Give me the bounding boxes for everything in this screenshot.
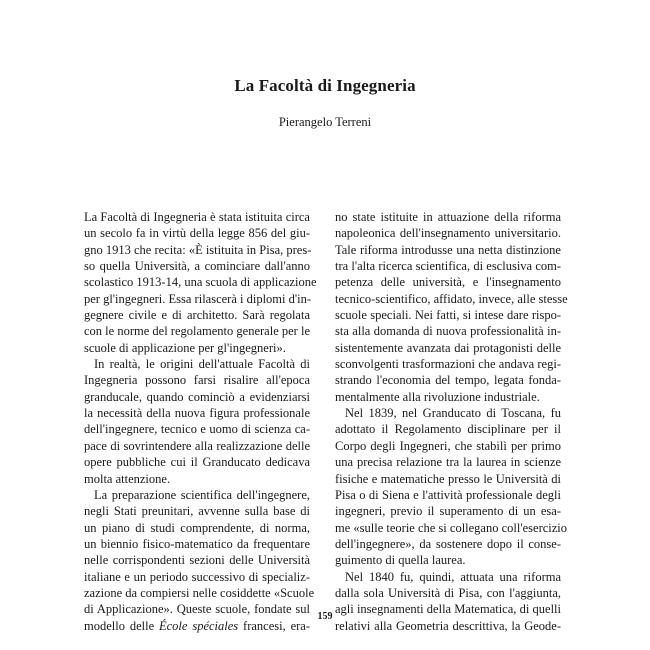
text-line: guimento di quella laurea.: [335, 553, 466, 568]
text-line: tecnico-scientifico, affidato, invece, alle stesse: [335, 291, 568, 306]
text-line: me «sulle teorie che si collegano coll'esercizio: [335, 520, 568, 535]
text-line: zazione da compiersi nelle cosiddette «Scuole: [84, 585, 315, 600]
text-line: gno 1913 che recita: «È istituita in Pisa, pres-: [84, 242, 312, 257]
text-line: Ingegneria possono farsi risalire all'epoca: [84, 373, 310, 388]
text-line: La preparazione scientifica dell'ingegnere,: [94, 487, 310, 502]
text-line: mentalmente alla rivoluzione industriale.: [335, 389, 540, 404]
text-line: relativi alla Geometria descrittiva, la Geode-: [335, 618, 561, 633]
text-line: sta alla domanda di nuova professionalità in-: [335, 324, 561, 339]
text-line: fisiche e matematiche presso le Università di: [335, 471, 561, 486]
text-line: dell'ingegnere», da sostenere dopo il conse-: [335, 536, 561, 551]
text-line: scuole di applicazione per gl'ingegneri».: [84, 340, 286, 355]
text-line: opere pubbliche cui il Granducato dedicava: [84, 455, 310, 470]
text-line: so quella Università, a cominciare dall'anno: [84, 259, 310, 274]
text-line: agli insegnamenti della Matematica, di quelli: [335, 602, 561, 617]
text-line: dell'ingegnere, tecnico e uomo di scienza ca-: [84, 422, 310, 437]
text-line: una precisa relazione tra la laurea in scienze: [335, 455, 561, 470]
text-line: per gl'ingegneri. Essa rilascerà i diplomi d'in-: [84, 291, 312, 306]
text-line: di Applicazione». Queste scuole, fondate sul: [84, 602, 310, 617]
text-line: strando l'economia del tempo, legata fonda-: [335, 373, 561, 388]
page-number: 159: [317, 611, 333, 622]
text-line: ingegneri, previo il superamento di un esa-: [335, 504, 561, 519]
text-line: sistentemente avanzata dai protagonisti delle: [335, 340, 561, 355]
text-line: dalla sola Università di Pisa, con l'aggiunta,: [335, 585, 561, 600]
text-line: scuole speciali. Nei fatti, si intese dare rispo-: [335, 308, 561, 323]
text-line: negli Stati preunitari, avvenne sulla base di: [84, 504, 310, 519]
text-line: napoleonica dell'insegnamento universitario.: [335, 226, 561, 241]
text-line: Tale riforma introdusse una netta distinzione: [335, 242, 561, 257]
text-line: Corpo degli Ingegneri, che stabilì per primo: [335, 438, 561, 453]
text-line: un piano di studi comprendente, di norma,: [84, 520, 310, 535]
text-line: In realtà, le origini dell'attuale Facoltà di: [94, 357, 310, 372]
text-line: con le norme del regolamento generale per le: [84, 324, 310, 339]
text-line: adottato il Regolamento disciplinare per il: [335, 422, 561, 437]
text-line: no state istituite in attuazione della riforma: [335, 210, 561, 224]
text-line: granducale, quando cominciò a evidenziarsi: [84, 389, 310, 404]
text-line: sconvolgenti trasformazioni che andava regi-: [335, 357, 561, 372]
article-title: La Facoltà di Ingegneria: [234, 76, 416, 95]
text-line: La Facoltà di Ingegneria è stata istituita circa: [84, 210, 310, 224]
text-line: nelle corrispondenti sezioni delle Università: [84, 553, 310, 568]
text-line: scolastico 1913-14, una scuola di applicazione: [84, 275, 317, 290]
text-line: petenza delle università, e l'insegnamento: [335, 275, 561, 290]
text-line: Nel 1840 fu, quindi, attuata una riforma: [345, 569, 561, 584]
text-line: molta attenzione.: [84, 471, 171, 486]
text-line: tra l'alta ricerca scientifica, di esclusiva com-: [335, 259, 561, 274]
text-line: modello delle École spéciales francesi, era-: [84, 618, 310, 633]
left-text-column: [84, 209, 317, 634]
text-line: un biennio fisico-matematico da frequentare: [84, 536, 310, 551]
text-line: la necessità della nuova figura professionale: [84, 406, 310, 421]
right-text-column: [335, 209, 568, 634]
text-line: Pisa o di Siena e l'attività professionale degli: [335, 487, 561, 502]
article-author: Pierangelo Terreni: [278, 115, 372, 129]
text-line: italiane e un periodo successivo di specializ-: [84, 569, 310, 584]
text-line: Nel 1839, nel Granducato di Toscana, fu: [345, 406, 561, 421]
text-line: un secolo fa in virtù della legge 856 del giu-: [84, 226, 310, 241]
text-line: gegnere civile e di architetto. Sarà regolata: [84, 308, 310, 323]
text-line: pace di sovrintendere alla realizzazione delle: [84, 438, 310, 453]
